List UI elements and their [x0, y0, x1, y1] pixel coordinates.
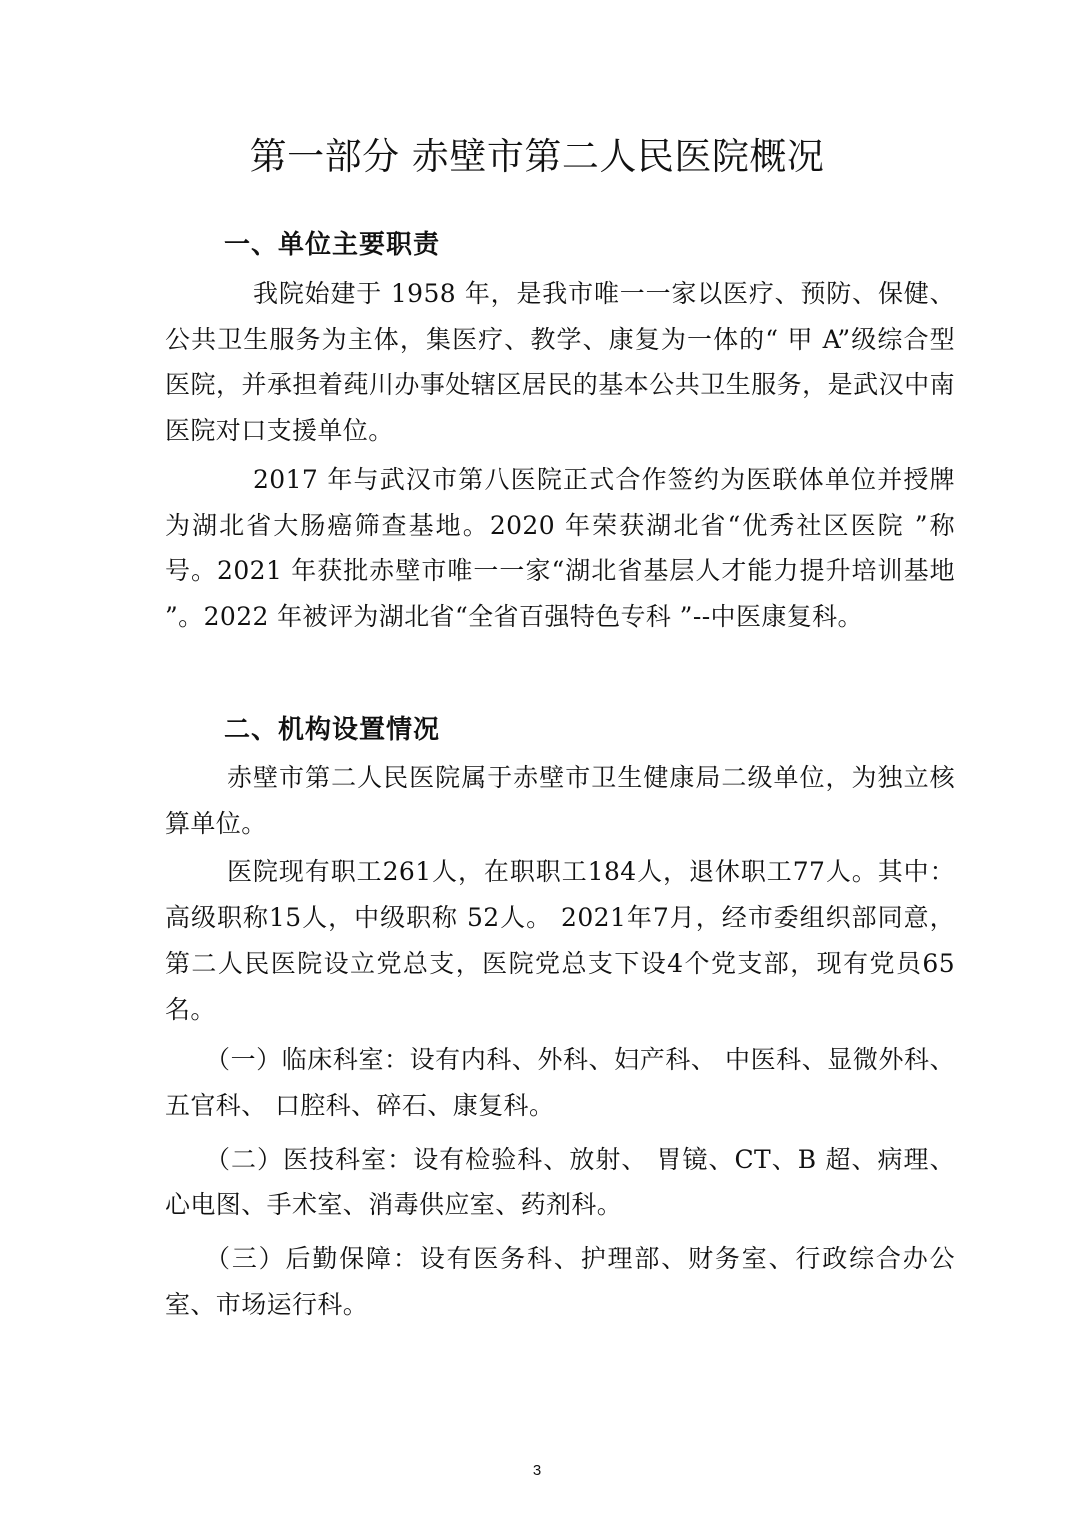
paragraph-history: 我院始建于 1958 年，是我市唯一一家以医疗、预防、保健、公共卫生服务为主体，集医疗、教学、康复为一体的“ 甲 A”级综合型医院，并承担着莼川办事处辖区居民的基本公共卫生服务，是武汉中南医院对口支援单位。 [165, 279, 955, 446]
paragraph-honors: 2017 年与武汉市第八医院正式合作签约为医联体单位并授牌为湖北省大肠癌筛查基地。2020 年荣获湖北省“优秀社区医院 ”称号。2021 年获批赤壁市唯一一家“湖北省基层人才能力提升培训基地 ”。2022 年被评为湖北省“全省百强特色专科 ”--中医康复科。 [165, 464, 955, 631]
section-heading-organization: 二、机构设置情况 [224, 715, 441, 745]
page-number: 3 [532, 1462, 542, 1479]
paragraph-staff: 医院现有职工261人，在职职工184人，退休职工77人。其中：高级职称15人，中级职称 52人。 2021年7月，经市委组织部同意，第二人民医院设立党总支，医院党总支下设4个党支部，现有党员65名。 [165, 857, 955, 1024]
section-duties-body [165, 271, 955, 640]
section-organization-body [165, 755, 955, 1327]
list-item-medical-tech: （二）医技科室：设有检验科、放射、 胃镜、CT、B 超、病理、心电图、手术室、消毒供应室、药剂科。 [165, 1144, 955, 1220]
list-item-logistics: （三）后勤保障：设有医务科、护理部、财务室、行政综合办公室、市场运行科。 [165, 1244, 955, 1319]
section-heading-duties: 一、单位主要职责 [224, 230, 441, 260]
page-title: 第一部分 赤壁市第二人民医院概况 [249, 135, 825, 178]
list-item-clinical: （一）临床科室：设有内科、外科、妇产科、 中医科、显微外科、五官科、 口腔科、碎石、康复科。 [165, 1045, 955, 1120]
paragraph-unit-status: 赤壁市第二人民医院属于赤壁市卫生健康局二级单位，为独立核算单位。 [165, 763, 955, 838]
